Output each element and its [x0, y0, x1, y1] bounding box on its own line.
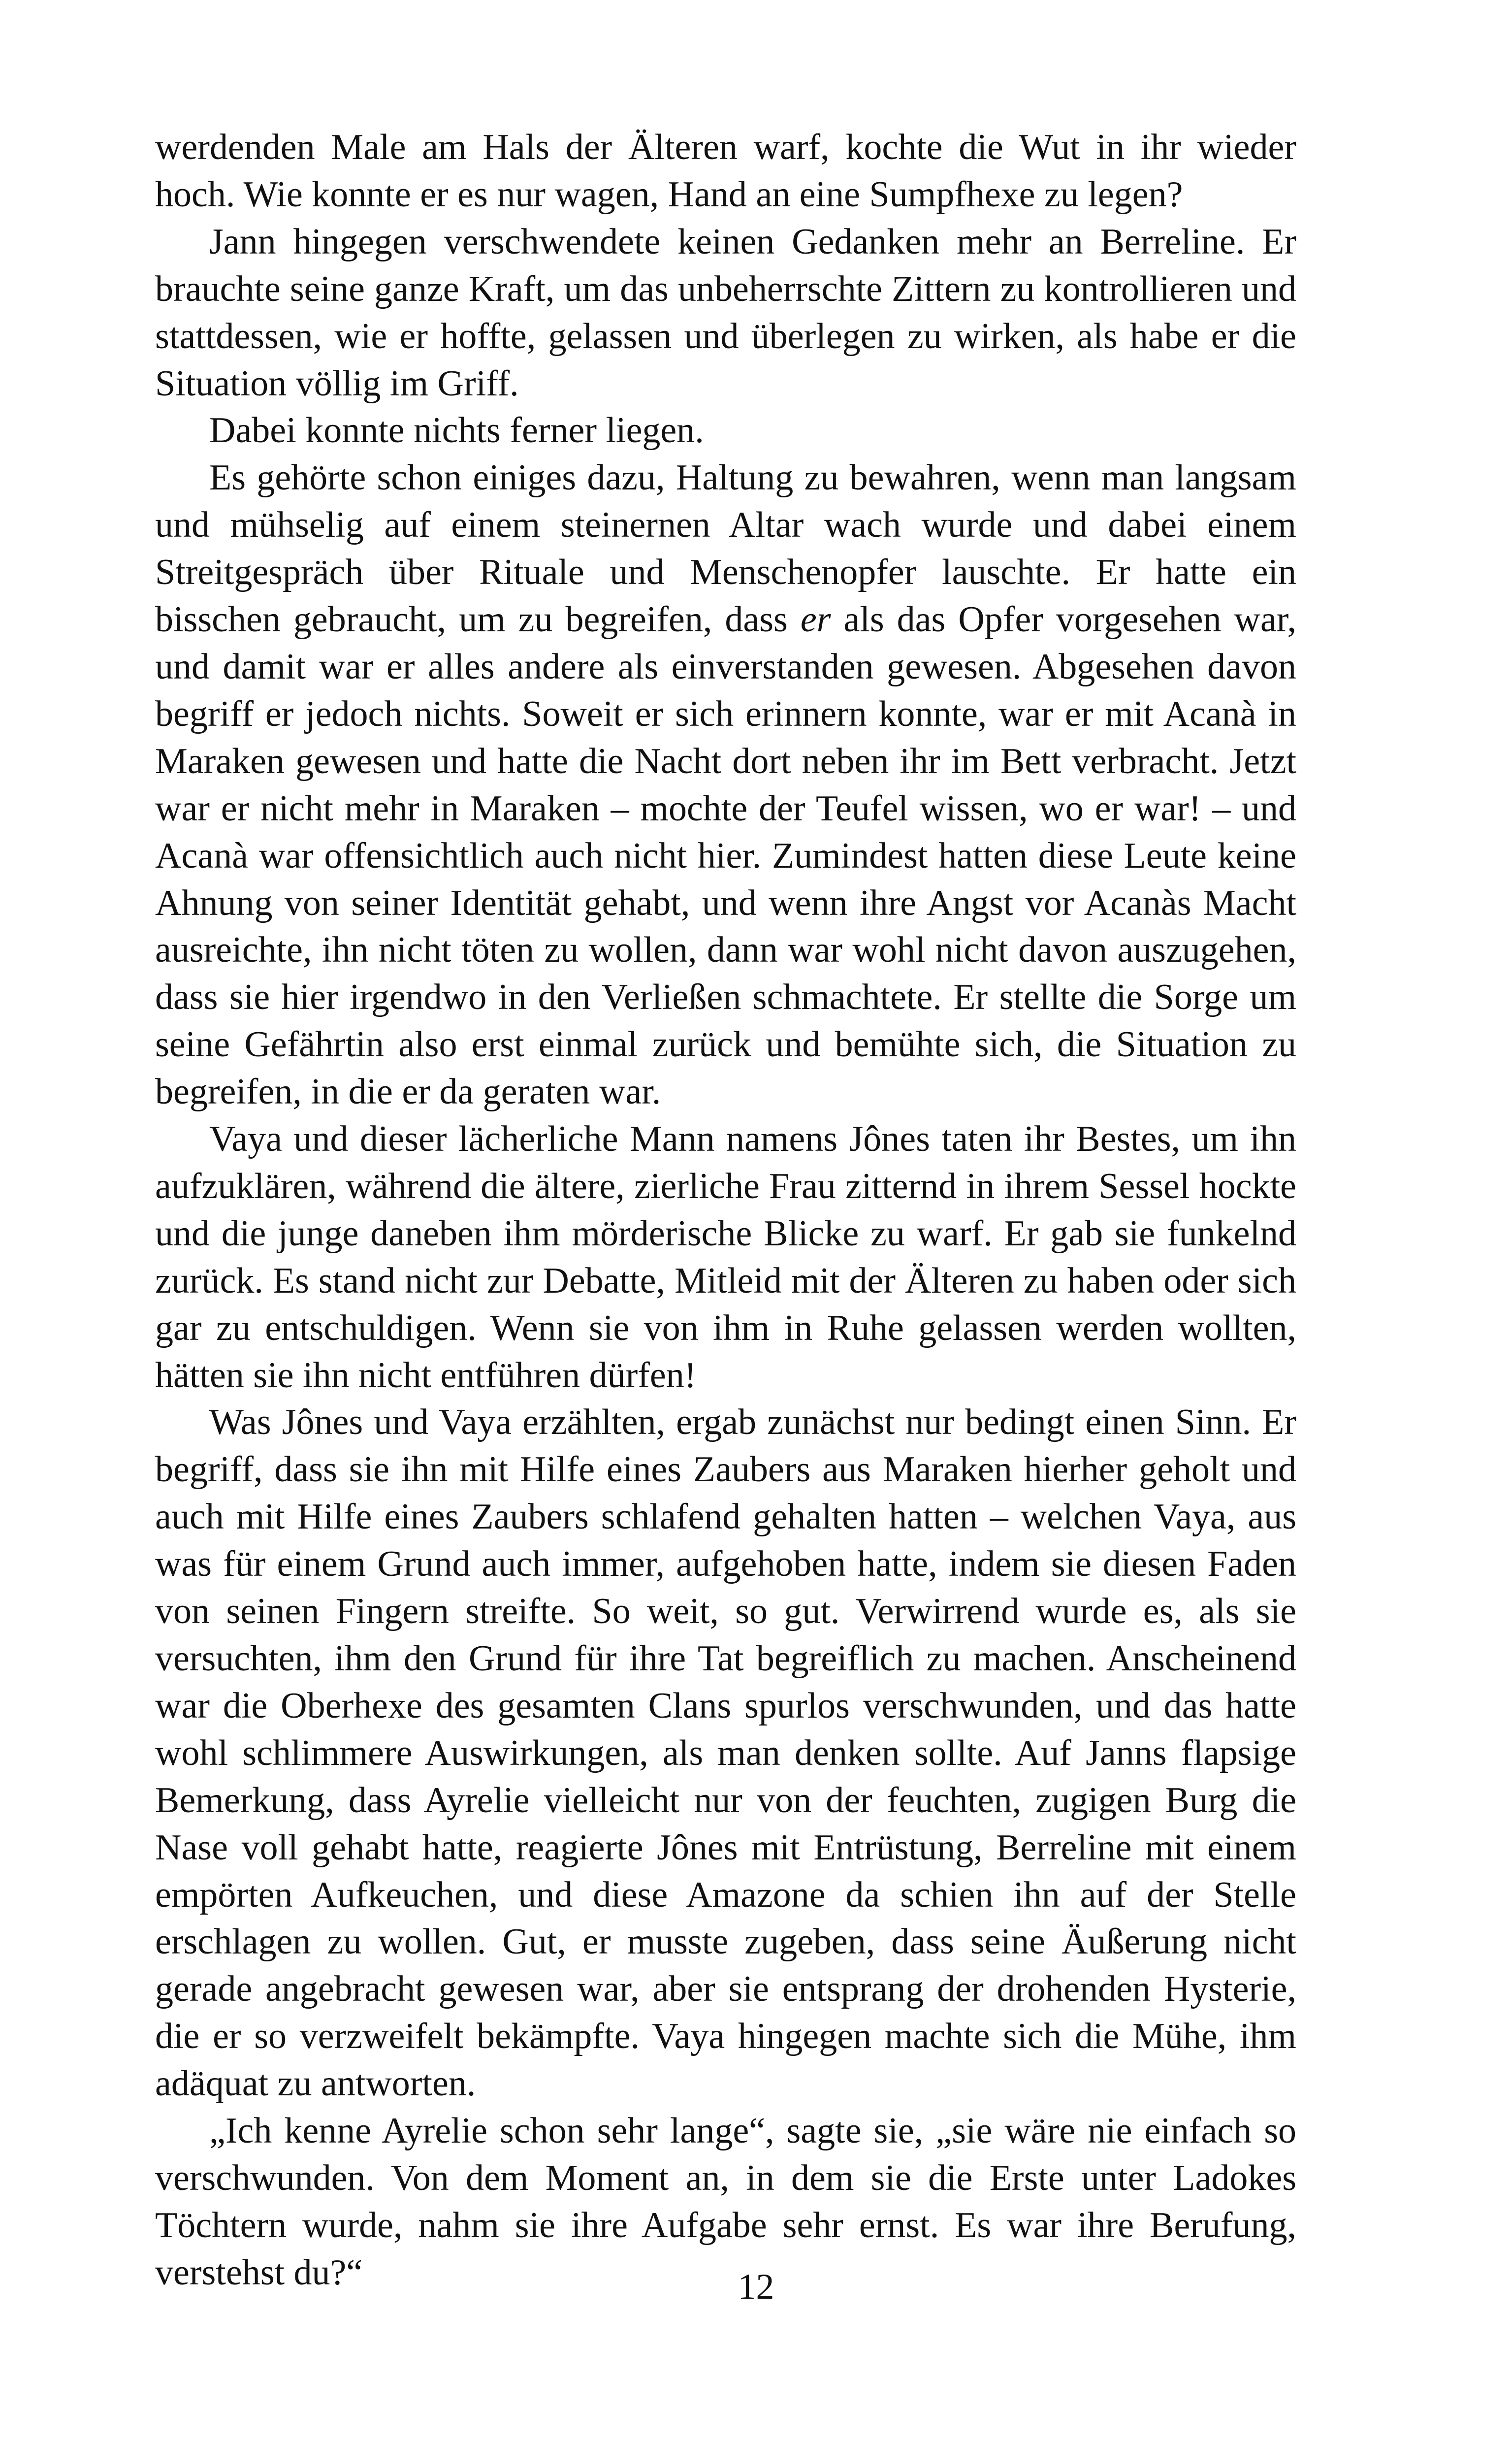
paragraph: Was Jônes und Vaya erzählten, ergab zunächst nur bedingt einen Sinn. Er begriff, dass sie ihn mit Hilfe eines Zaubers aus Maraken hierher geholt und auch mit Hilfe eines Zaubers schlafend gehalten hatten – welchen Vaya, aus was für einem Grund auch immer, aufgehoben hatte, indem sie diesen Faden von seinen Fingern streifte. So weit, so gut. Verwirrend wurde es, als sie versuchten, ihm den Grund für ihre Tat begreiflich zu machen. Anscheinend war die Oberhexe des gesamten Clans spurlos verschwunden, und das hatte wohl schlimmere Auswirkungen, als man denken sollte. Auf Janns flapsige Bemerkung, dass Ayrelie vielleicht nur von der feuchten, zugigen Burg die Nase voll gehabt hatte, reagierte Jônes mit Entrüstung, Berreline mit einem empörten Aufkeuchen, und diese Amazone da schien ihn auf der Stelle erschlagen zu wollen. Gut, er musste zugeben, dass seine Äußerung nicht gerade angebracht gewesen war, aber sie entsprang der drohenden Hysterie, die er so verzweifelt bekämpfte. Vaya hingegen machte sich die Mühe, ihm adäquat zu antworten.	[155, 1402, 1296, 2104]
paragraph: „Ich kenne Ayrelie schon sehr lange“, sagte sie, „sie wäre nie einfach so verschwunden. Von dem Moment an, in dem sie die Erste unter Ladokes Töchtern wurde, nahm sie ihre Aufgabe sehr ernst. Es war ihre Berufung, verstehst du?“	[155, 2111, 1296, 2293]
paragraph-text-before-emphasis: Es gehörte schon einiges dazu, Haltung zu bewahren, wenn man langsam und mühselig auf einem steinernen Altar wach wurde und dabei einem Streitgespräch über Rituale und Menschenopfer lauschte. Er hatte ein bisschen gebraucht, um zu begreifen, dass	[155, 457, 1296, 640]
paragraph-text-after-emphasis: als das Opfer vorgesehen war, und damit war er alles andere als einverstanden gewesen. Abgesehen davon begriff er jedoch nichts. Soweit er sich erinnern konnte, war er mit Acanà in Maraken gewesen und hatte die Nacht dort neben ihr im Bett verbracht. Jetzt war er nicht mehr in Maraken – mochte der Teufel wissen, wo er war! – und Acanà war offensichtlich auch nicht hier. Zumindest hatten diese Leute keine Ahnung von seiner Identität gehabt, und wenn ihre Angst vor Acanàs Macht ausreichte, ihn nicht töten zu wollen, dann war wohl nicht davon auszugehen, dass sie hier irgendwo in den Verließen schmachtete. Er stellte die Sorge um seine Gefährtin also erst einmal zurück und bemühte sich, die Situation zu begreifen, in die er da geraten war.	[155, 599, 1296, 1112]
emphasized-word: er	[800, 599, 831, 640]
paragraph: Jann hingegen verschwendete keinen Gedanken mehr an Berreline. Er brauchte seine ganze Kraft, um das unbeherrschte Zittern zu kontrollieren und stattdessen, wie er hoffte, gelassen und überlegen zu wirken, als habe er die Situation völlig im Griff.	[155, 221, 1296, 404]
body-text	[155, 124, 1296, 2297]
page-number: 12	[738, 2267, 774, 2307]
paragraph	[155, 455, 1296, 1116]
paragraph: Dabei konnte nichts ferner liegen.	[209, 410, 704, 451]
paragraph: Vaya und dieser lächerliche Mann namens Jônes taten ihr Bestes, um ihn aufzuklären, während die ältere, zierliche Frau zitternd in ihrem Sessel hockte und die junge daneben ihm mörderische Blicke zu warf. Er gab sie funkelnd zurück. Es stand nicht zur Debatte, Mitleid mit der Älteren zu haben oder sich gar zu entschuldigen. Wenn sie von ihm in Ruhe gelassen werden wollten, hätten sie ihn nicht entführen dürfen!	[155, 1119, 1296, 1396]
paragraph: werdenden Male am Hals der Älteren warf, kochte die Wut in ihr wieder hoch. Wie konnte er es nur wagen, Hand an eine Sumpfhexe zu legen?	[155, 127, 1296, 215]
